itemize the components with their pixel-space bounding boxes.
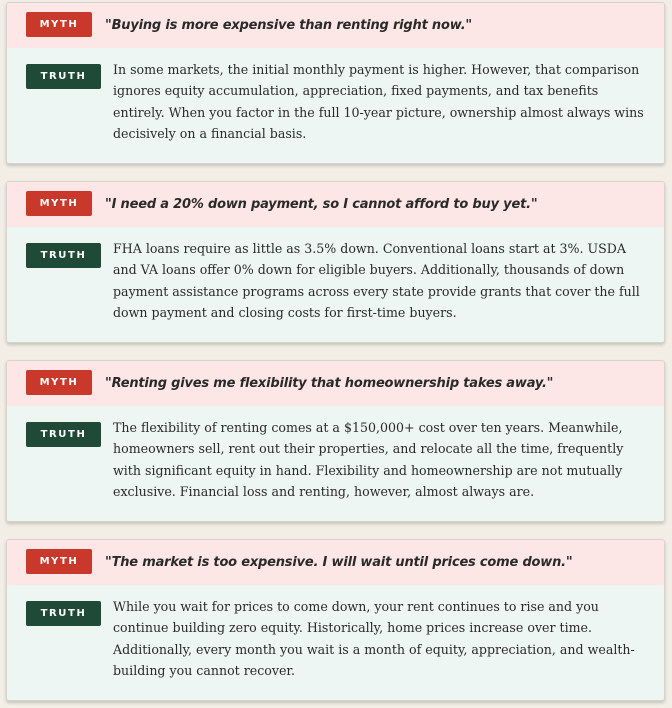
truth-row <box>7 48 664 155</box>
myth-truth-card <box>6 539 665 701</box>
myth-badge: MYTH <box>26 191 92 216</box>
truth-badge: TRUTH <box>26 64 101 89</box>
truth-row <box>7 227 664 334</box>
myth-statement: "The market is too expensive. I will wait until prices come down." <box>105 555 573 570</box>
myth-badge: MYTH <box>26 370 92 395</box>
truth-statement: FHA loans require as little as 3.5% down. Conventional loans start at 3%. USDA and VA loans offer 0% down for eligible buyers. Additionally, thousands of down payment assistance programs across every state provide grants that cover the full down payment and closing costs for first-time buyers. <box>113 241 640 321</box>
truth-badge: TRUTH <box>26 422 101 447</box>
myth-badge: MYTH <box>26 12 92 37</box>
myth-statement: "Renting gives me flexibility that homeownership takes away." <box>105 376 554 391</box>
truth-badge: TRUTH <box>26 243 101 268</box>
myth-truth-card <box>6 181 665 343</box>
myth-badge: MYTH <box>26 549 92 574</box>
truth-row <box>7 585 664 692</box>
truth-badge: TRUTH <box>26 601 101 626</box>
myth-row <box>7 3 664 48</box>
truth-statement: While you wait for prices to come down, your rent continues to rise and you continue building zero equity. Historically, home prices increase over time. Additionally, every month you wait is a month of equity, appreciation, and wealth-building you cannot recover. <box>113 599 635 679</box>
myth-statement: "Buying is more expensive than renting right now." <box>105 18 473 33</box>
myth-row <box>7 540 664 585</box>
myth-row <box>7 361 664 406</box>
myth-statement: "I need a 20% down payment, so I cannot afford to buy yet." <box>105 197 538 212</box>
myth-truth-card <box>6 2 665 164</box>
truth-statement: The flexibility of renting comes at a $150,000+ cost over ten years. Meanwhile, homeowners sell, rent out their properties, and relocate all the time, frequently with significant equity in hand. Flexibility and homeownership are not mutually exclusive. Financial loss and renting, however, almost always are. <box>113 420 624 500</box>
truth-statement: In some markets, the initial monthly payment is higher. However, that comparison ignores equity accumulation, appreciation, fixed payments, and tax benefits entirely. When you factor in the full 10-year picture, ownership almost always wins decisively on a financial basis. <box>113 62 644 142</box>
truth-row <box>7 406 664 513</box>
myth-truth-card <box>6 360 665 522</box>
myth-row <box>7 182 664 227</box>
